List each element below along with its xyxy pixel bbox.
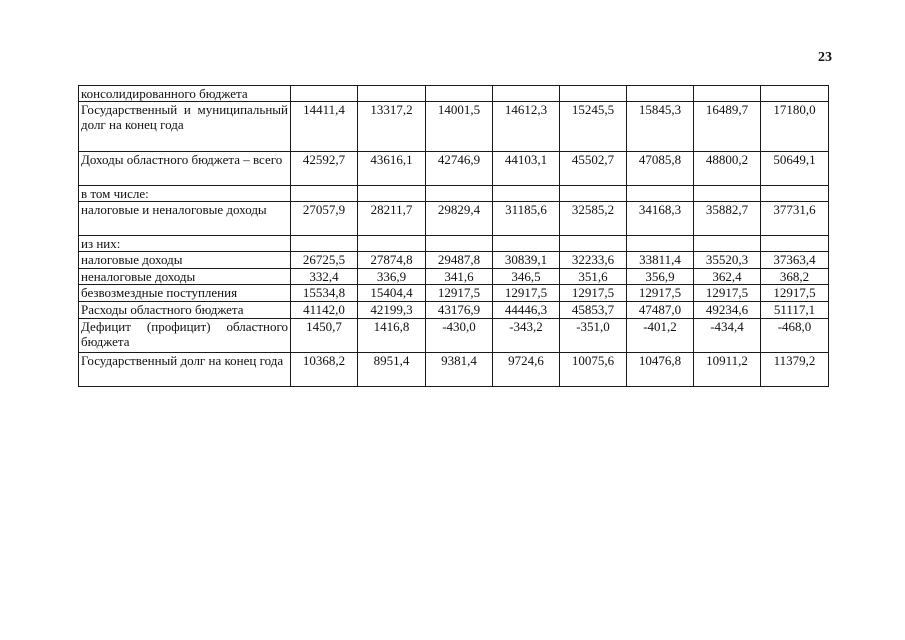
value-cell <box>426 86 493 102</box>
budget-table-body <box>79 86 829 387</box>
value-cell: 362,4 <box>694 269 761 285</box>
value-cell: 336,9 <box>358 269 426 285</box>
value-cell: 10911,2 <box>694 353 761 387</box>
value-cell: 44446,3 <box>493 302 560 319</box>
value-cell <box>761 186 829 202</box>
value-cell: 41142,0 <box>291 302 358 319</box>
page-number: 23 <box>818 50 832 65</box>
value-cell: -468,0 <box>761 319 829 353</box>
value-cell: 14411,4 <box>291 102 358 152</box>
value-cell: 332,4 <box>291 269 358 285</box>
value-cell: 47085,8 <box>627 152 694 186</box>
value-cell <box>358 86 426 102</box>
value-cell: 37731,6 <box>761 202 829 236</box>
value-cell: 47487,0 <box>627 302 694 319</box>
value-cell <box>761 236 829 252</box>
value-cell: 9381,4 <box>426 353 493 387</box>
value-cell: 12917,5 <box>560 285 627 302</box>
row-label: Государственный и муниципальный долг на конец года <box>79 102 291 152</box>
value-cell: 43616,1 <box>358 152 426 186</box>
value-cell: -434,4 <box>694 319 761 353</box>
value-cell: 48800,2 <box>694 152 761 186</box>
value-cell: 17180,0 <box>761 102 829 152</box>
row-label: консолидированного бюджета <box>79 86 291 102</box>
value-cell: 11379,2 <box>761 353 829 387</box>
value-cell <box>426 236 493 252</box>
value-cell: 12917,5 <box>493 285 560 302</box>
table-row <box>79 285 829 302</box>
value-cell: 31185,6 <box>493 202 560 236</box>
row-label: Доходы областного бюджета – всего <box>79 152 291 186</box>
row-label: налоговые доходы <box>79 252 291 269</box>
value-cell: 12917,5 <box>694 285 761 302</box>
value-cell <box>694 236 761 252</box>
value-cell <box>358 186 426 202</box>
table-row <box>79 319 829 353</box>
value-cell: 341,6 <box>426 269 493 285</box>
value-cell <box>627 186 694 202</box>
value-cell: 351,6 <box>560 269 627 285</box>
table-row <box>79 302 829 319</box>
value-cell: 43176,9 <box>426 302 493 319</box>
value-cell: 42592,7 <box>291 152 358 186</box>
value-cell: 13317,2 <box>358 102 426 152</box>
value-cell <box>560 236 627 252</box>
value-cell: -343,2 <box>493 319 560 353</box>
value-cell <box>694 186 761 202</box>
value-cell: 44103,1 <box>493 152 560 186</box>
value-cell: 10075,6 <box>560 353 627 387</box>
value-cell: 12917,5 <box>426 285 493 302</box>
value-cell: 42746,9 <box>426 152 493 186</box>
value-cell: 12917,5 <box>761 285 829 302</box>
value-cell: 1450,7 <box>291 319 358 353</box>
value-cell <box>560 186 627 202</box>
row-label: Дефицит (профицит) областного бюджета <box>79 319 291 353</box>
value-cell: 50649,1 <box>761 152 829 186</box>
value-cell <box>291 86 358 102</box>
value-cell <box>493 86 560 102</box>
value-cell: 45853,7 <box>560 302 627 319</box>
value-cell: 8951,4 <box>358 353 426 387</box>
value-cell <box>493 186 560 202</box>
value-cell: 356,9 <box>627 269 694 285</box>
row-label: неналоговые доходы <box>79 269 291 285</box>
value-cell <box>291 186 358 202</box>
value-cell: 12917,5 <box>627 285 694 302</box>
row-label: в том числе: <box>79 186 291 202</box>
value-cell: 15845,3 <box>627 102 694 152</box>
value-cell: 29487,8 <box>426 252 493 269</box>
value-cell <box>358 236 426 252</box>
value-cell <box>627 236 694 252</box>
value-cell: 30839,1 <box>493 252 560 269</box>
table-row <box>79 236 829 252</box>
value-cell: -401,2 <box>627 319 694 353</box>
table-row <box>79 269 829 285</box>
value-cell: 51117,1 <box>761 302 829 319</box>
value-cell: 16489,7 <box>694 102 761 152</box>
value-cell: 10476,8 <box>627 353 694 387</box>
row-label: Государственный долг на конец года <box>79 353 291 387</box>
value-cell: 33811,4 <box>627 252 694 269</box>
value-cell: 368,2 <box>761 269 829 285</box>
value-cell: 15534,8 <box>291 285 358 302</box>
value-cell: 9724,6 <box>493 353 560 387</box>
value-cell: 32585,2 <box>560 202 627 236</box>
value-cell: 15245,5 <box>560 102 627 152</box>
row-label: из них: <box>79 236 291 252</box>
value-cell: 49234,6 <box>694 302 761 319</box>
table-row <box>79 102 829 152</box>
value-cell: -351,0 <box>560 319 627 353</box>
value-cell: 346,5 <box>493 269 560 285</box>
table-row <box>79 353 829 387</box>
value-cell: 14001,5 <box>426 102 493 152</box>
value-cell: 42199,3 <box>358 302 426 319</box>
row-label: безвозмездные поступления <box>79 285 291 302</box>
table-row <box>79 186 829 202</box>
value-cell <box>761 86 829 102</box>
value-cell <box>426 186 493 202</box>
value-cell <box>694 86 761 102</box>
row-label: Расходы областного бюджета <box>79 302 291 319</box>
value-cell: -430,0 <box>426 319 493 353</box>
value-cell: 45502,7 <box>560 152 627 186</box>
value-cell: 27874,8 <box>358 252 426 269</box>
value-cell: 10368,2 <box>291 353 358 387</box>
value-cell <box>291 236 358 252</box>
budget-table <box>78 85 829 387</box>
value-cell: 27057,9 <box>291 202 358 236</box>
value-cell <box>560 86 627 102</box>
table-row <box>79 202 829 236</box>
value-cell <box>627 86 694 102</box>
value-cell: 34168,3 <box>627 202 694 236</box>
table-row <box>79 252 829 269</box>
value-cell: 14612,3 <box>493 102 560 152</box>
value-cell: 28211,7 <box>358 202 426 236</box>
row-label: налоговые и неналоговые доходы <box>79 202 291 236</box>
table-row <box>79 152 829 186</box>
value-cell <box>493 236 560 252</box>
table-row <box>79 86 829 102</box>
value-cell: 15404,4 <box>358 285 426 302</box>
value-cell: 32233,6 <box>560 252 627 269</box>
value-cell: 35520,3 <box>694 252 761 269</box>
value-cell: 1416,8 <box>358 319 426 353</box>
value-cell: 37363,4 <box>761 252 829 269</box>
value-cell: 35882,7 <box>694 202 761 236</box>
value-cell: 26725,5 <box>291 252 358 269</box>
value-cell: 29829,4 <box>426 202 493 236</box>
